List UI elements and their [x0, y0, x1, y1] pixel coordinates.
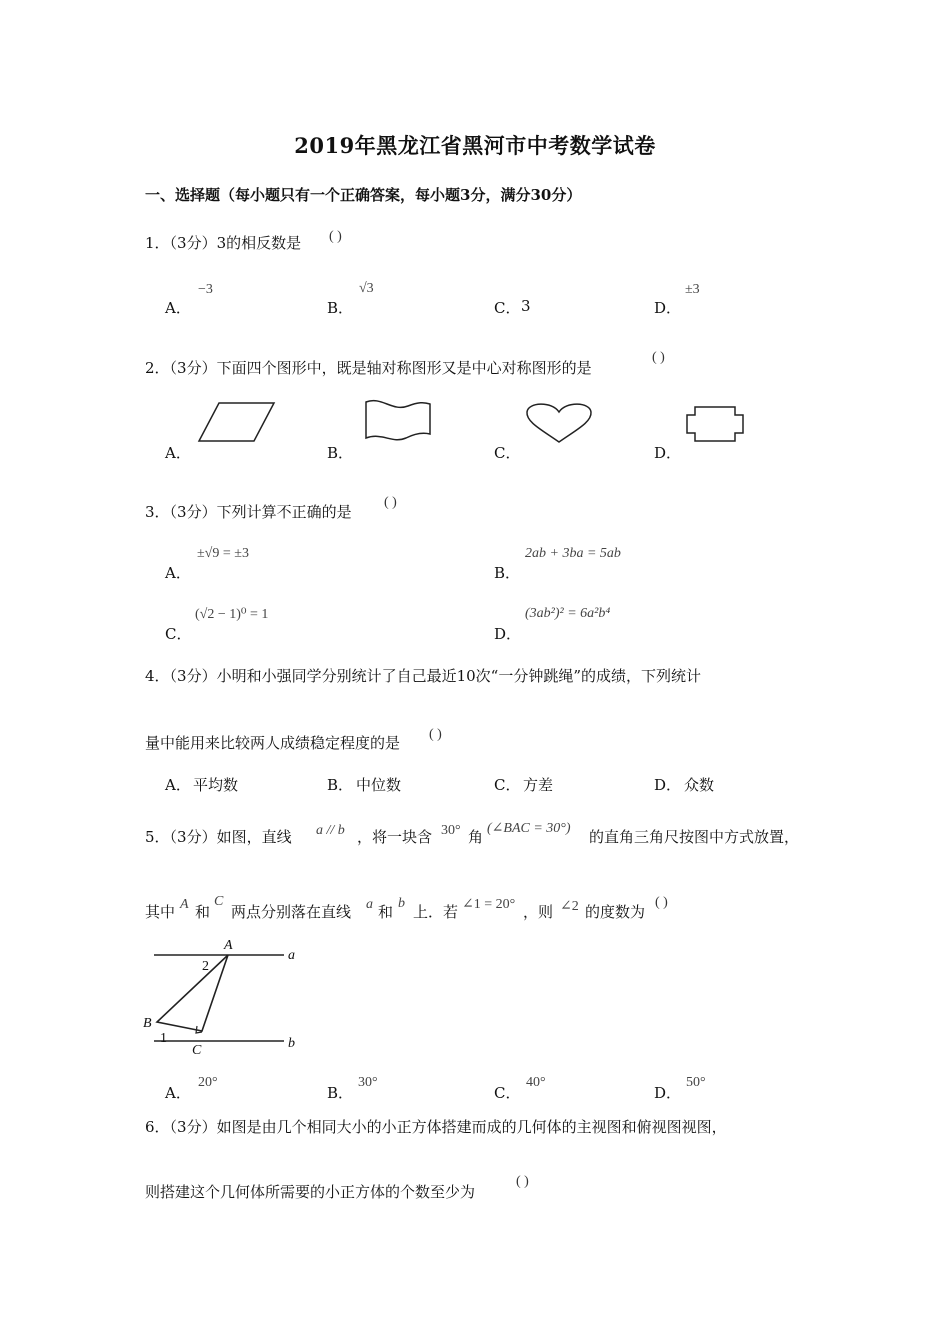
option-label: A．: [165, 776, 191, 794]
inline-math: b: [398, 896, 405, 911]
label-A: A: [224, 938, 233, 953]
label-B: B: [143, 1016, 152, 1031]
label-a: a: [288, 948, 295, 963]
option-value: 平均数: [193, 776, 239, 794]
option-label: B．: [327, 444, 354, 462]
inline-math: ∠2: [560, 899, 579, 914]
option-label: D．: [654, 1084, 682, 1102]
question-4-stem-line2: 量中能用来比较两人成绩稳定程度的是: [145, 734, 401, 752]
option-label: B．: [327, 776, 354, 794]
question-6-stem-line2: 则搭建这个几何体所需要的小正方体的个数至少为: [145, 1183, 476, 1201]
parallel-lines-triangle-figure: [140, 934, 310, 1058]
option-value: −3: [198, 282, 213, 297]
option-value: 众数: [684, 776, 715, 794]
inline-math: a: [366, 897, 373, 912]
question-5-text: 的直角三角尺按图中方式放置，: [589, 828, 800, 846]
option-label: C．: [494, 1084, 521, 1102]
option-label: B．: [327, 1084, 354, 1102]
parallelogram-figure: [197, 401, 277, 443]
option-value: ±√9 = ±3: [197, 546, 249, 561]
right-angle-mark: [196, 1026, 202, 1033]
question-5-text: 角: [468, 828, 484, 846]
option-label: D．: [654, 444, 682, 462]
answer-blank: ( ): [516, 1174, 529, 1189]
answer-blank: ( ): [384, 495, 397, 510]
option-value: 30°: [358, 1075, 378, 1090]
question-4-stem-line1: 4．（3分）小明和小强同学分别统计了自己最近10次“一分钟跳绳”的成绩，下列统计: [145, 667, 702, 685]
question-5-text: 和: [378, 903, 394, 921]
option-label: C．: [494, 444, 521, 462]
section-heading: 一、选择题（每小题只有一个正确答案，每小题3分，满分30分）: [145, 186, 582, 204]
option-value: 40°: [526, 1075, 546, 1090]
question-6-stem-line1: 6．（3分）如图是由几个相同大小的小正方体搭建而成的几何体的主视图和俯视图视图，: [145, 1118, 727, 1136]
option-value: (3ab²)² = 6a²b⁴: [525, 606, 611, 621]
inline-math: C: [214, 894, 224, 909]
option-value: 方差: [523, 776, 554, 794]
option-label: C．: [494, 776, 521, 794]
question-5-text: 两点分别落在直线: [231, 903, 352, 921]
heart-figure: [524, 402, 594, 444]
question-5-text: ，将一块含: [357, 828, 433, 846]
question-1-stem: 1．（3分）3的相反数是: [145, 234, 302, 252]
label-C: C: [192, 1043, 202, 1058]
question-5-text: 的度数为: [585, 903, 646, 921]
page-title: 2019年黑龙江省黑河市中考数学试卷: [294, 133, 656, 158]
option-label: A．: [165, 1084, 191, 1102]
triangle: [157, 955, 228, 1031]
cross-shape-figure: [685, 404, 747, 444]
wavy-flag-figure: [362, 398, 434, 442]
option-value: ±3: [685, 282, 700, 297]
question-5-text: 5．（3分）如图，直线: [145, 828, 292, 846]
option-value: 2ab + 3ba = 5ab: [525, 546, 621, 561]
option-label: A．: [165, 299, 191, 317]
question-2-stem: 2．（3分）下面四个图形中，既是轴对称图形又是中心对称图形的是: [145, 359, 592, 377]
option-label: D．: [654, 299, 682, 317]
question-5-text: 上．若: [413, 903, 459, 921]
question-3-stem: 3．（3分）下列计算不正确的是: [145, 503, 352, 521]
question-5-text: 和: [195, 903, 211, 921]
answer-blank: ( ): [652, 350, 665, 365]
option-label: B．: [494, 564, 521, 582]
inline-math: a // b: [316, 823, 345, 838]
inline-math: (∠BAC = 30°): [487, 821, 571, 836]
question-5-text: 其中: [145, 903, 176, 921]
option-label: A．: [165, 564, 191, 582]
label-1: 1: [160, 1031, 167, 1046]
option-value: √3: [359, 281, 374, 296]
option-value: 中位数: [356, 776, 402, 794]
answer-blank: ( ): [329, 229, 342, 244]
question-5-text: ，则: [523, 903, 554, 921]
option-label: B．: [327, 299, 354, 317]
answer-blank: ( ): [429, 727, 442, 742]
label-2: 2: [202, 959, 209, 974]
option-value: 3: [521, 297, 531, 315]
option-label: D．: [654, 776, 682, 794]
option-label: C．: [494, 299, 521, 317]
option-value: 20°: [198, 1075, 218, 1090]
option-label: C．: [165, 625, 192, 643]
inline-math: 30°: [441, 823, 461, 838]
option-label: D．: [494, 625, 522, 643]
option-value: 50°: [686, 1075, 706, 1090]
inline-math: ∠1 = 20°: [462, 897, 516, 912]
label-b: b: [288, 1036, 295, 1051]
inline-math: A: [180, 897, 189, 912]
answer-blank: ( ): [655, 895, 668, 910]
option-value: (√2 − 1)⁰ = 1: [195, 607, 269, 622]
option-label: A．: [165, 444, 191, 462]
